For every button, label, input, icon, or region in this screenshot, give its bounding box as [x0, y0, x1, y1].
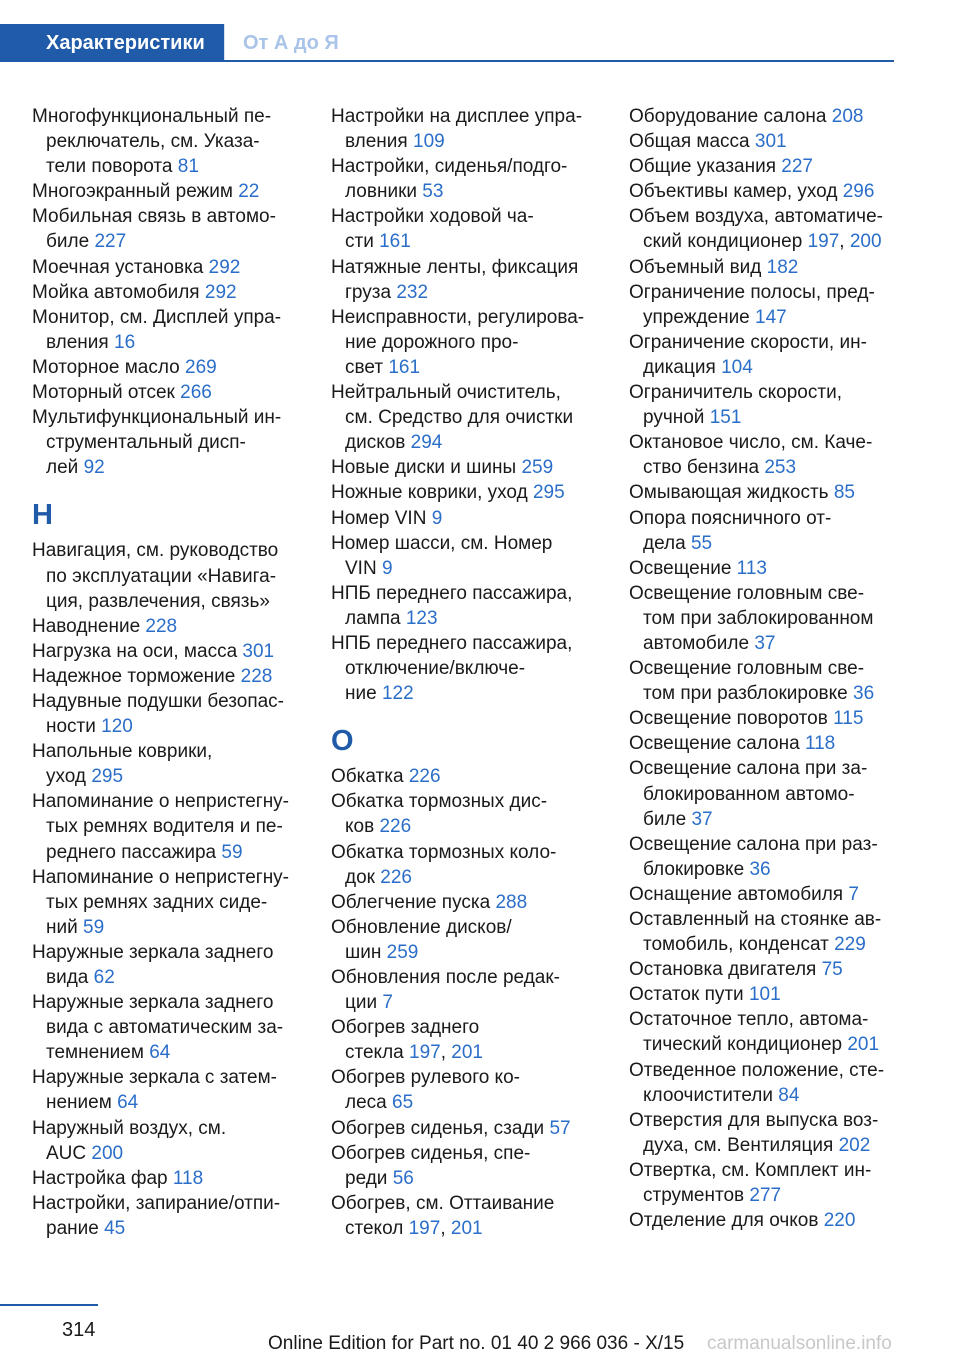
page-link[interactable]: 288 [495, 891, 528, 913]
page-link[interactable]: 55 [690, 532, 713, 554]
index-entry [331, 581, 601, 631]
index-entry [629, 430, 899, 480]
page-link[interactable]: 59 [221, 841, 243, 863]
index-entry [629, 957, 899, 982]
index-entry [629, 154, 899, 179]
page-link[interactable]: 259 [521, 457, 554, 479]
entry-text: НПБ переднего пассажира, [331, 582, 573, 604]
index-entry [331, 154, 601, 204]
page-link[interactable]: 36 [853, 683, 875, 705]
page-link[interactable]: 57 [549, 1117, 571, 1139]
page-link[interactable]: 59 [83, 916, 105, 938]
page-link[interactable]: 201 [450, 1217, 483, 1239]
page-link[interactable]: 295 [532, 482, 565, 504]
page-link[interactable]: 229 [834, 934, 866, 956]
entry-text: Настройки, сиденья/подго- [331, 156, 568, 178]
entry-text: Ограничение скорости, ин- [629, 331, 867, 353]
entry-text: Освещение головным све- [629, 658, 865, 680]
page-link[interactable]: 118 [804, 733, 836, 755]
entry-text: Многофункциональный пе- [32, 106, 272, 127]
page-link[interactable]: 7 [848, 883, 859, 905]
entry-text: реключатель, см. Указа- [46, 131, 260, 153]
entry-text: ние дорожного про- [345, 331, 519, 353]
entry-text: упреждение [643, 306, 750, 328]
entry-text: ние [345, 683, 377, 705]
index-entry [331, 1141, 601, 1191]
entry-text: стекол [345, 1217, 404, 1239]
entry-text: Напоминание о непристегну- [32, 866, 290, 888]
page-link[interactable]: 85 [833, 482, 855, 504]
entry-text: Наружный воздух, см. [32, 1117, 227, 1139]
entry-text: Обновления после редак- [331, 967, 561, 988]
entry-text: ручной [643, 407, 705, 429]
entry-text: Обогрев сиденья, спе- [331, 1142, 531, 1164]
page-link[interactable]: 182 [766, 256, 799, 278]
index-entry [331, 204, 601, 254]
entry-text: вления [345, 131, 408, 153]
entry-text: Наводнение [32, 615, 141, 637]
index-entry [629, 380, 899, 430]
index-entry [629, 506, 899, 556]
entry-text: Опора поясничного от- [629, 507, 832, 529]
entry-text: Навигация, см. руководство [32, 540, 279, 562]
footer-divider [0, 1304, 98, 1306]
entry-text: Освещение салона при раз- [629, 833, 878, 855]
index-entry [629, 656, 899, 706]
page-link[interactable]: 253 [764, 457, 797, 479]
entry-text: Остаток пути [629, 984, 744, 1006]
index-entry [629, 907, 899, 957]
page-link[interactable]: 118 [172, 1167, 204, 1189]
index-entry [629, 330, 899, 380]
entry-text: VIN [345, 557, 377, 579]
entry-text: Номер VIN [331, 507, 427, 529]
entry-text: стекла [345, 1042, 404, 1064]
index-column-2 [331, 104, 601, 1241]
index-entry [629, 731, 899, 756]
page-link[interactable]: 62 [93, 967, 115, 988]
index-entry [32, 179, 302, 204]
page-link[interactable]: 7 [382, 992, 393, 1014]
entry-text: том при заблокированном [643, 607, 874, 629]
page-link[interactable]: 200 [91, 1142, 124, 1164]
entry-text: Омывающая жидкость [629, 482, 829, 504]
index-entry [331, 1065, 601, 1115]
page-link[interactable]: 201 [451, 1042, 483, 1064]
index-entry [331, 915, 601, 965]
entry-text: Отверстия для выпуска воз- [629, 1109, 879, 1131]
index-entry [32, 664, 302, 689]
page-link[interactable]: 151 [709, 407, 742, 429]
entry-text: уход [46, 766, 87, 788]
index-entry [629, 982, 899, 1007]
index-entry [32, 940, 302, 990]
entry-text: биле [46, 231, 90, 253]
entry-text: Освещение поворотов [629, 708, 828, 730]
entry-text: Мобильная связь в автомо- [32, 206, 276, 228]
page-link[interactable]: 109 [413, 131, 445, 153]
entry-text: Общие указания [629, 156, 777, 178]
index-entry [331, 789, 601, 839]
entry-text: томобиль, конденсат [643, 934, 829, 956]
entry-text: темнением [46, 1042, 144, 1064]
section-letter: О [331, 725, 354, 758]
page-link[interactable]: 269 [185, 356, 217, 378]
index-entry: Объем воздуха, автоматиче- ский кондиционер 197, 200 [629, 206, 883, 253]
entry-text: по эксплуатации «Навига- [46, 565, 277, 587]
entry-text: Новые диски и шины [331, 457, 517, 479]
index-entry [32, 104, 302, 179]
entry-text: Объем воздуха, автоматиче- [629, 206, 883, 228]
page-link[interactable]: 104 [721, 356, 753, 378]
page-link[interactable]: 220 [823, 1210, 856, 1232]
entry-text: груза [345, 281, 392, 303]
entry-text: тический кондиционер [643, 1034, 843, 1056]
entry-text: Наружные зеркала с затем- [32, 1067, 278, 1089]
entry-text: Обновление дисков/ [331, 916, 512, 938]
page-link[interactable]: 16 [114, 331, 136, 353]
page-link[interactable]: 296 [842, 181, 875, 203]
index-entry [331, 506, 601, 531]
index-entry [32, 614, 302, 639]
index-entry [32, 1191, 302, 1241]
index-entry [629, 129, 899, 154]
page-link[interactable]: 84 [778, 1084, 800, 1106]
edition-text: Online Edition for Part no. 01 40 2 966 036 - X/15 [268, 1333, 685, 1354]
page-link[interactable]: 64 [117, 1092, 139, 1114]
page-link[interactable]: 228 [240, 665, 273, 687]
entry-text: Объемный вид [629, 256, 762, 278]
entry-text: струментов [643, 1185, 745, 1207]
entry-text: дикация [643, 356, 716, 378]
page-link[interactable]: 227 [94, 231, 127, 253]
entry-text: Мойка автомобиля [32, 281, 200, 303]
page-link[interactable]: 75 [821, 959, 843, 981]
index-entry [629, 1058, 899, 1108]
index-column-3 [629, 104, 899, 1233]
entry-text: ции [345, 992, 378, 1014]
index-entry [32, 789, 302, 864]
page-link[interactable]: 9 [431, 507, 443, 529]
entry-text: Моторное масло [32, 356, 180, 378]
entry-text: AUC [46, 1142, 87, 1164]
entry-text: Настройки ходовой ча- [331, 206, 534, 228]
page-link[interactable]: 226 [380, 866, 412, 888]
entry-text: свет [345, 356, 384, 378]
index-entry [629, 480, 899, 505]
entry-text: Отвертка, см. Комплект ин- [629, 1159, 872, 1181]
entry-text: Неисправности, регулирова- [331, 306, 585, 328]
entry-text: ция, развлечения, связь» [46, 590, 270, 612]
entry-text: Натяжные ленты, фиксация [331, 256, 579, 278]
tab-characteristics[interactable]: Характеристики [0, 24, 224, 62]
entry-text: отключение/включе- [345, 658, 526, 680]
page-link[interactable]: 301 [754, 131, 787, 153]
entry-text: Моечная установка [32, 256, 204, 278]
section-letter: Н [32, 499, 53, 532]
page-link[interactable]: 9 [381, 557, 393, 579]
entry-text: Ограничитель скорости, [629, 382, 842, 404]
page-link[interactable]: 120 [101, 716, 133, 738]
index-entry [331, 480, 601, 505]
page-link[interactable]: 226 [379, 816, 412, 838]
index-entry [32, 1065, 302, 1115]
index-entry [32, 380, 302, 405]
page-link[interactable]: 295 [91, 766, 124, 788]
page-link[interactable]: 115 [833, 708, 864, 730]
entry-text: Обкатка тормозных дис- [331, 791, 548, 813]
page-link[interactable]: 56 [392, 1167, 414, 1189]
page-link[interactable]: 227 [781, 156, 813, 178]
page-link[interactable]: 64 [149, 1042, 171, 1064]
page-link[interactable]: 301 [242, 640, 275, 662]
index-entry: Обогрев заднего стекла 197, 201 [331, 1017, 483, 1064]
entry-text: тых ремнях водителя и пе- [46, 816, 283, 838]
page-link[interactable]: 277 [749, 1185, 782, 1207]
page-link[interactable]: 122 [381, 683, 414, 705]
entry-text: вида [46, 967, 89, 988]
index-entry [32, 280, 302, 305]
entry-text: Оснащение автомобиля [629, 883, 844, 905]
index-entry [629, 581, 899, 656]
entry-text: Освещение головным све- [629, 582, 865, 604]
index-entry [32, 405, 302, 480]
entry-text: духа, см. Вентиляция [643, 1134, 834, 1156]
index-entry [331, 380, 601, 455]
entry-text: Отведенное положение, сте- [629, 1059, 885, 1081]
page-link[interactable]: 101 [748, 984, 781, 1006]
index-entry [32, 865, 302, 940]
index-entry [629, 1007, 899, 1057]
index-entry [629, 1108, 899, 1158]
entry-text: Облегчение пуска [331, 891, 491, 913]
index-entry [629, 1208, 899, 1233]
index-entry [331, 531, 601, 581]
index-entry [32, 689, 302, 739]
entry-text: ловники [345, 181, 417, 203]
page-link[interactable]: 197 [408, 1217, 441, 1239]
index-entry [32, 990, 302, 1065]
index-column-1 [32, 104, 302, 1241]
page-link[interactable]: 161 [388, 356, 421, 378]
index-entry [32, 355, 302, 380]
index-entry [32, 639, 302, 664]
entry-text: Номер шасси, см. Номер [331, 532, 553, 554]
page-link[interactable]: 197 [409, 1042, 441, 1064]
entry-text: ство бензина [643, 457, 760, 479]
index-entry [629, 255, 899, 280]
page-link[interactable]: 208 [831, 106, 864, 127]
entry-text: Надувные подушки безопас- [32, 690, 285, 712]
entry-text: Освещение салона при за- [629, 758, 868, 780]
index-entry [331, 1116, 601, 1141]
entry-text: ний [46, 916, 78, 938]
index-entry [331, 965, 601, 1015]
entry-text: Настройки на дисплее упра- [331, 106, 583, 127]
index-entry [32, 204, 302, 254]
index-entry [629, 756, 899, 831]
page-link[interactable]: 45 [104, 1217, 126, 1239]
entry-text: Обкатка тормозных коло- [331, 841, 557, 863]
index-entry: Обогрев, см. Оттаивание стекол 197, 201 [331, 1192, 555, 1239]
index-entry [32, 1116, 302, 1166]
entry-text: тели поворота [46, 156, 173, 178]
index-entry [629, 104, 899, 129]
page-link[interactable]: 259 [386, 941, 419, 963]
entry-text: вления [46, 331, 109, 353]
page-link[interactable]: 22 [238, 181, 260, 203]
tab-a-to-z[interactable]: От А до Я [224, 24, 339, 62]
index-entry [629, 706, 899, 731]
entry-text: Остановка двигателя [629, 959, 817, 981]
index-entry [629, 280, 899, 330]
page-link[interactable]: 161 [379, 231, 411, 253]
entry-text: Напоминание о непристегну- [32, 791, 290, 813]
entry-text: дисков [345, 432, 406, 454]
index-entry [629, 556, 899, 581]
entry-text: блокированном автомо- [643, 783, 855, 805]
entry-text: см. Средство для очистки [345, 407, 574, 429]
entry-text: вида с автоматическим за- [46, 1017, 284, 1039]
index-entry [629, 179, 899, 204]
entry-text: Объективы камер, уход [629, 181, 838, 203]
entry-text: Отделение для очков [629, 1210, 819, 1232]
entry-text: сти [345, 231, 374, 253]
page-link[interactable]: 292 [208, 256, 241, 278]
page-link[interactable]: 37 [691, 808, 713, 830]
entry-text: Обогрев заднего [331, 1017, 480, 1039]
entry-text: рание [46, 1217, 99, 1239]
entry-text: док [345, 866, 375, 888]
index-entry [331, 764, 601, 789]
index-entry [331, 890, 601, 915]
page-link[interactable]: 53 [422, 181, 444, 203]
entry-text: нением [46, 1092, 112, 1114]
index-entry [331, 631, 601, 706]
index-entry [331, 255, 601, 305]
page-link[interactable]: 92 [83, 457, 105, 479]
entry-text: Обогрев рулевого ко- [331, 1067, 520, 1089]
entry-text: Ограничение полосы, пред- [629, 281, 875, 303]
entry-text: Монитор, см. Дисплей упра- [32, 306, 282, 328]
index-entry [629, 882, 899, 907]
page-link[interactable]: 292 [204, 281, 237, 303]
entry-text: Освещение салона [629, 733, 800, 755]
entry-text: тых ремнях задних сиде- [46, 891, 268, 913]
entry-text: леса [345, 1092, 387, 1114]
entry-text: дела [643, 532, 686, 554]
entry-text: автомобиле [643, 632, 750, 654]
entry-text: лампа [345, 607, 401, 629]
entry-text: Напольные коврики, [32, 741, 213, 763]
index-entry [331, 840, 601, 890]
index-entry [32, 255, 302, 280]
header-divider [0, 60, 894, 62]
page-link[interactable]: 232 [396, 281, 429, 303]
entry-text: Моторный отсек [32, 382, 175, 404]
entry-text: Мультифункциональный ин- [32, 407, 282, 429]
page-number: 314 [62, 1319, 96, 1341]
entry-text: Обогрев сиденья, сзади [331, 1117, 545, 1139]
entry-text: том при разблокировке [643, 683, 848, 705]
entry-text: Настройки, запирание/отпи- [32, 1192, 281, 1214]
entry-text: Ножные коврики, уход [331, 482, 528, 504]
index-entry [629, 1158, 899, 1208]
entry-text: клоочистители [643, 1084, 773, 1106]
page-link[interactable]: 113 [736, 557, 767, 579]
index-entry [32, 538, 302, 613]
entry-text: ский кондиционер [643, 231, 803, 253]
entry-text: Общая масса [629, 131, 750, 153]
entry-text: ков [345, 816, 375, 838]
entry-text: Нейтральный очиститель, [331, 382, 561, 404]
entry-text: Многоэкранный режим [32, 181, 233, 203]
page-link[interactable]: 37 [754, 632, 776, 654]
entry-text: лей [46, 457, 79, 479]
page-link[interactable]: 197 [807, 231, 840, 253]
entry-text: ности [46, 716, 96, 738]
entry-text: Обкатка [331, 766, 404, 788]
index-entry [331, 104, 601, 154]
entry-text: реди [345, 1167, 388, 1189]
index-entry [629, 832, 899, 882]
index-entry [32, 1166, 302, 1191]
entry-text: шин [345, 941, 382, 963]
entry-text: Наружные зеркала заднего [32, 941, 274, 963]
entry-text: НПБ переднего пассажира, [331, 632, 573, 654]
page-link[interactable]: 294 [410, 432, 443, 454]
index-entry [331, 455, 601, 480]
page-link[interactable]: 200 [849, 231, 882, 253]
page-link[interactable]: 266 [180, 382, 212, 404]
entry-text: Октановое число, см. Каче- [629, 432, 873, 454]
watermark-text: carmanualsonline.info [707, 1333, 892, 1354]
index-entry [331, 305, 601, 380]
entry-text: Обогрев, см. Оттаивание [331, 1192, 555, 1214]
entry-text: Настройка фар [32, 1167, 168, 1189]
page-link[interactable]: 147 [755, 306, 787, 328]
entry-text: Наружные зеркала заднего [32, 992, 274, 1014]
entry-text: Оборудование салона [629, 106, 827, 127]
entry-text: Нагрузка на оси, масса [32, 640, 238, 662]
page-link[interactable]: 81 [177, 156, 199, 178]
entry-text: Надежное торможение [32, 665, 236, 687]
entry-text: биле [643, 808, 687, 830]
index-entry [32, 739, 302, 789]
entry-text: Оставленный на стоянке ав- [629, 909, 882, 930]
page-link[interactable]: 202 [838, 1134, 871, 1156]
entry-text: блокировке [643, 858, 745, 880]
page-link[interactable]: 201 [847, 1034, 880, 1056]
page-link[interactable]: 226 [408, 766, 441, 788]
entry-text: Освещение [629, 557, 732, 579]
index-entry [32, 305, 302, 355]
entry-text: реднего пассажира [46, 841, 217, 863]
entry-text: струментальный дисп- [46, 432, 246, 454]
page-link[interactable]: 36 [749, 858, 771, 880]
entry-text: Остаточное тепло, автома- [629, 1009, 869, 1031]
page-link[interactable]: 228 [145, 615, 178, 637]
page-link[interactable]: 123 [405, 607, 438, 629]
page-header [0, 0, 960, 62]
page-link[interactable]: 65 [392, 1092, 414, 1114]
